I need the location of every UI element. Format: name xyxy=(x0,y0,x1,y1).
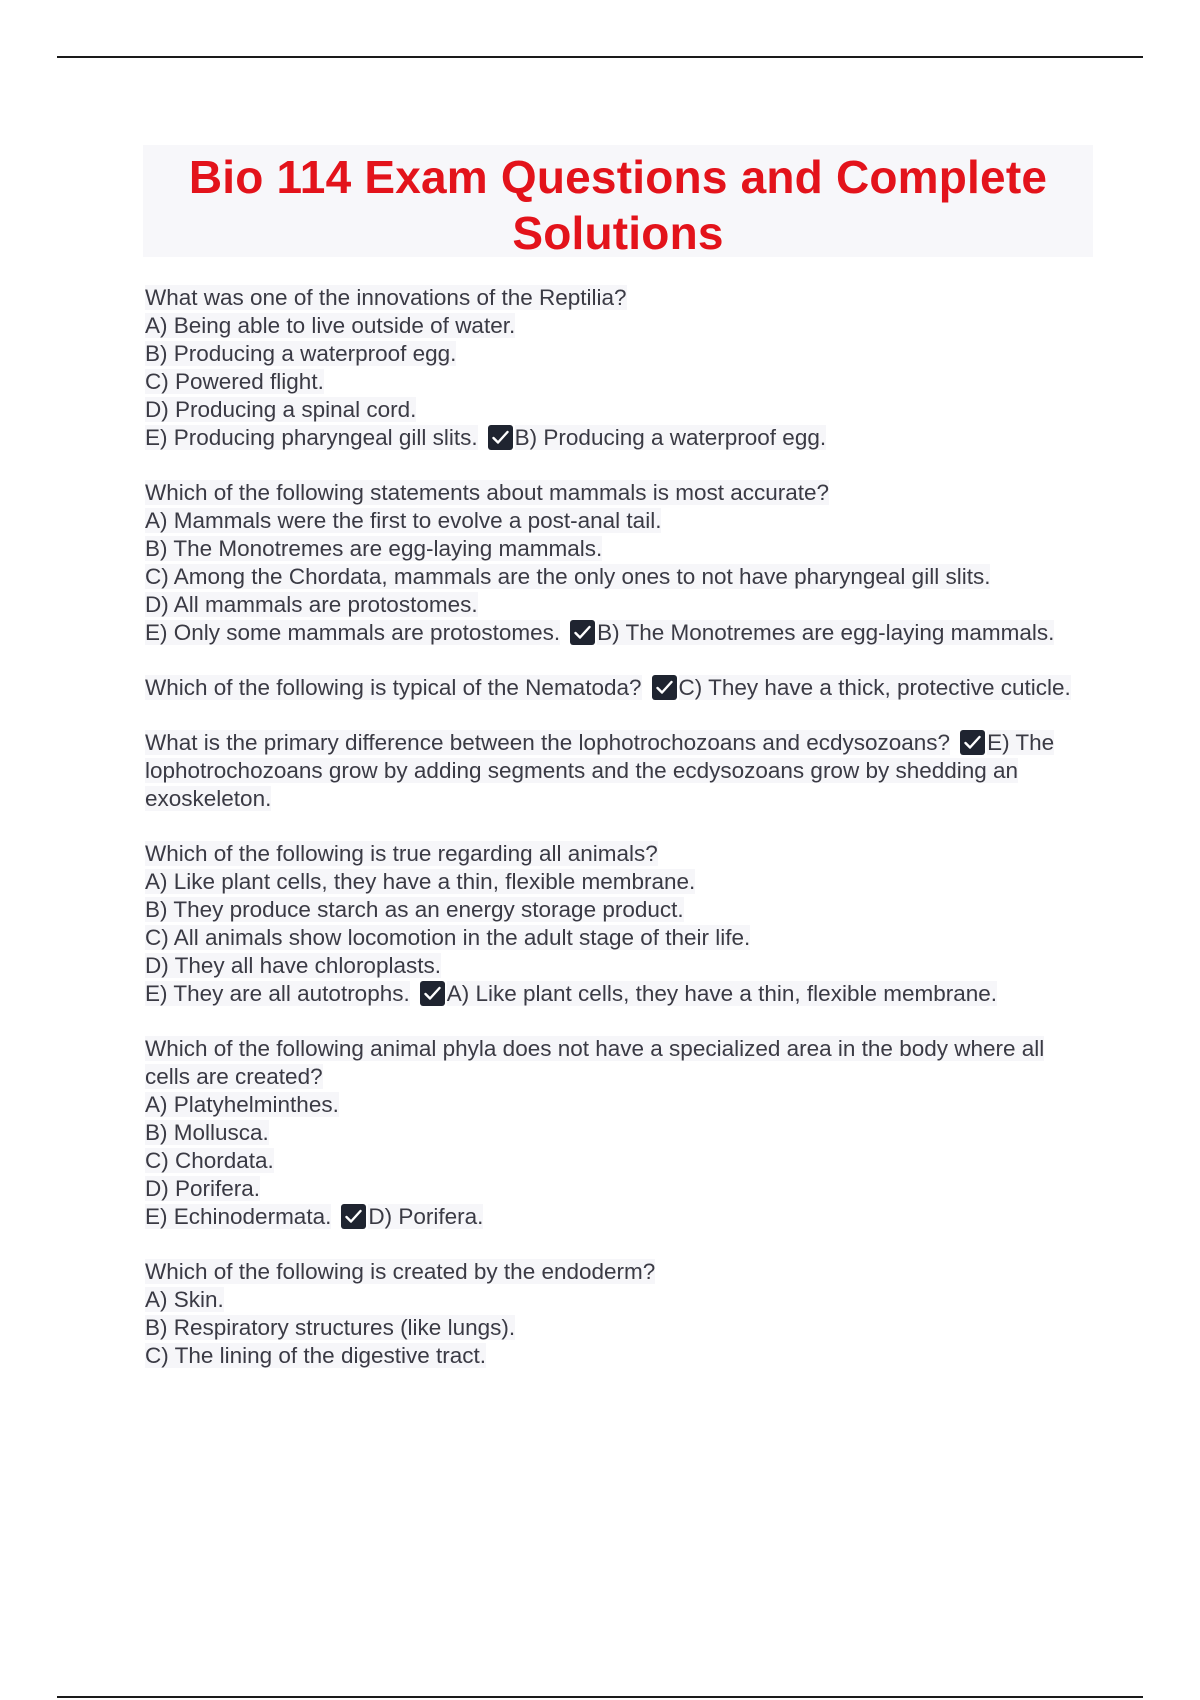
question-block xyxy=(145,479,1095,647)
option-with-answer: E) Producing pharyngeal gill slits. B) Producing a waterproof egg. xyxy=(145,425,827,450)
option: D) They all have chloroplasts. xyxy=(145,953,441,978)
option: C) The lining of the digestive tract. xyxy=(145,1343,487,1368)
question-text: Which of the following is created by the endoderm? xyxy=(145,1259,656,1284)
answer-text: B) The Monotremes are egg-laying mammals. xyxy=(597,620,1055,645)
question-block xyxy=(145,674,1095,702)
bottom-rule xyxy=(57,1696,1143,1698)
option: B) Mollusca. xyxy=(145,1120,269,1145)
option: C) Chordata. xyxy=(145,1148,274,1173)
question-with-answer: Which of the following is typical of the Nematoda? C) They have a thick, protective cuticle. xyxy=(145,675,1071,700)
answer-text: C) They have a thick, protective cuticle. xyxy=(678,675,1071,700)
answer-text: A) Like plant cells, they have a thin, flexible membrane. xyxy=(446,981,998,1006)
top-rule xyxy=(57,56,1143,58)
question-block xyxy=(145,840,1095,1008)
option: D) Producing a spinal cord. xyxy=(145,397,417,422)
option: A) Being able to live outside of water. xyxy=(145,313,516,338)
question-text: What was one of the innovations of the Reptilia? xyxy=(145,285,627,310)
option: C) Among the Chordata, mammals are the only ones to not have pharyngeal gill slits. xyxy=(145,564,991,589)
question-text: Which of the following animal phyla does not have a specialized area in the body where all cells are created? xyxy=(145,1036,1045,1089)
option: A) Skin. xyxy=(145,1287,224,1312)
question-block xyxy=(145,284,1095,452)
option: D) Porifera. xyxy=(145,1176,261,1201)
answer-text: E) The lophotrochozoans grow by adding segments and the ecdysozoans grow by shedding an exoskeleton. xyxy=(145,730,1055,811)
option: A) Platyhelminthes. xyxy=(145,1092,339,1117)
question-block xyxy=(145,1035,1095,1231)
question-block xyxy=(145,1258,1095,1370)
option-with-answer: E) Echinodermata. D) Porifera. xyxy=(145,1204,484,1229)
checkmark-icon xyxy=(960,730,985,755)
question-text: Which of the following statements about mammals is most accurate? xyxy=(145,480,830,505)
option: B) Respiratory structures (like lungs). xyxy=(145,1315,516,1340)
option: A) Like plant cells, they have a thin, flexible membrane. xyxy=(145,869,696,894)
answer-text: B) Producing a waterproof egg. xyxy=(514,425,827,450)
option: B) They produce starch as an energy storage product. xyxy=(145,897,684,922)
option: C) All animals show locomotion in the adult stage of their life. xyxy=(145,925,751,950)
checkmark-icon xyxy=(488,425,513,450)
option-with-answer: E) Only some mammals are protostomes. B) The Monotremes are egg-laying mammals. xyxy=(145,620,1055,645)
option: D) All mammals are protostomes. xyxy=(145,592,478,617)
question-with-answer: What is the primary difference between the lophotrochozoans and ecdysozoans? E) The lophotrochozoans grow by adding segments and the ecdysozoans grow by shedding an exoskeleton. xyxy=(145,730,1055,811)
option: A) Mammals were the first to evolve a post-anal tail. xyxy=(145,508,662,533)
answer-text: D) Porifera. xyxy=(368,1204,484,1229)
checkmark-icon xyxy=(652,675,677,700)
document-title: Bio 114 Exam Questions and Complete Solutions xyxy=(188,151,1048,259)
option-with-answer: E) They are all autotrophs. A) Like plant cells, they have a thin, flexible membrane. xyxy=(145,981,998,1006)
checkmark-icon xyxy=(420,981,445,1006)
question-text: Which of the following is true regarding all animals? xyxy=(145,841,658,866)
question-block xyxy=(145,729,1095,813)
questions-container xyxy=(145,284,1095,1397)
option: B) Producing a waterproof egg. xyxy=(145,341,457,366)
title-box xyxy=(143,145,1093,257)
checkmark-icon xyxy=(341,1204,366,1229)
checkmark-icon xyxy=(570,620,595,645)
option: C) Powered flight. xyxy=(145,369,324,394)
option: B) The Monotremes are egg-laying mammals. xyxy=(145,536,603,561)
